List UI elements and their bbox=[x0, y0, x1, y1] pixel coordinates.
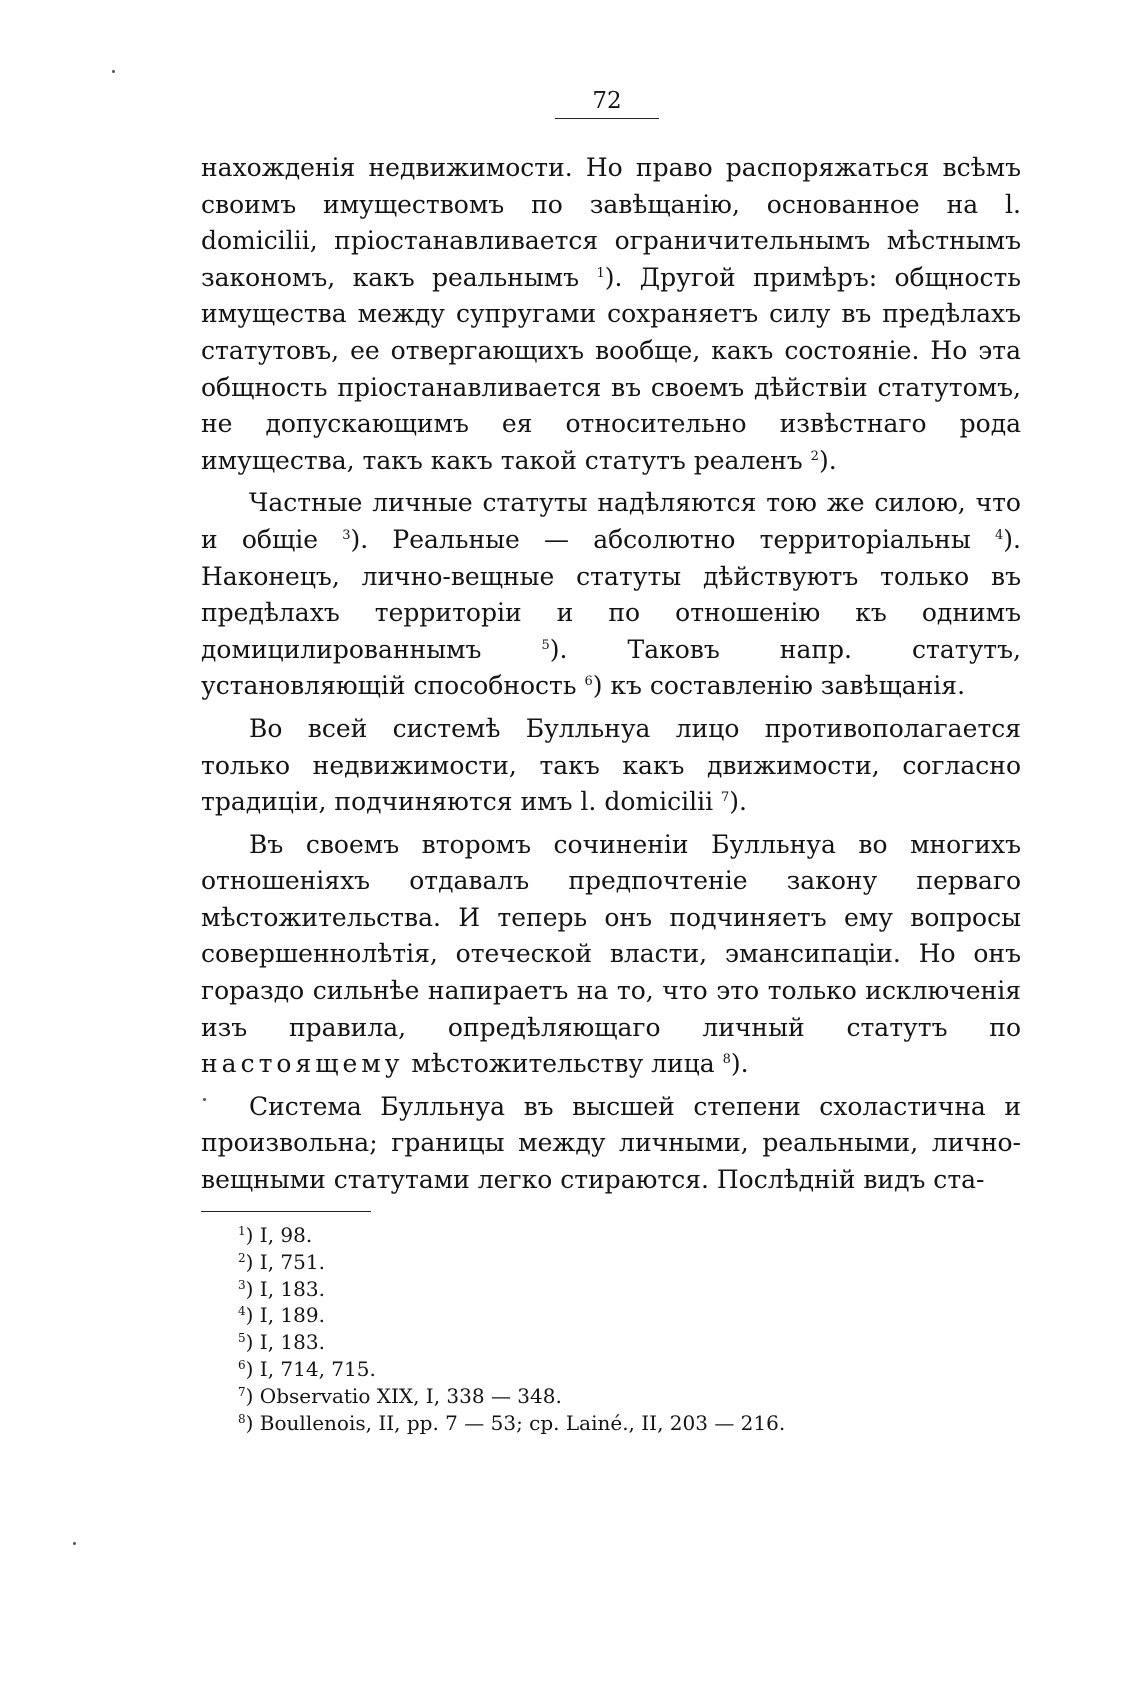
footnote-7 bbox=[238, 1383, 938, 1410]
footnote-5 bbox=[238, 1329, 938, 1356]
text-run: ). Другой примѣръ: общность имущества между супругами сохраняетъ силу въ предѣлахъ статутовъ, ее отвергающихъ вообще, какъ состояніе. Но эта общность пріостанавливается въ своемъ дѣйствіи статутомъ, не допускающимъ ея относительно извѣстнаго рода имущества, такъ какъ такой статутъ реаленъ bbox=[201, 262, 1022, 475]
footnote-mark: 7 bbox=[238, 1384, 246, 1399]
footnote-ref-6[interactable]: 6 bbox=[584, 674, 593, 690]
text-run: ). bbox=[818, 445, 837, 475]
footnote-8 bbox=[238, 1410, 938, 1437]
paragraph-2 bbox=[201, 485, 1021, 705]
footnote-mark: 6 bbox=[238, 1357, 246, 1372]
text-run: ). bbox=[730, 1049, 749, 1079]
footnote-mark: 5 bbox=[238, 1331, 246, 1346]
footnote-2 bbox=[238, 1249, 938, 1276]
footnote-ref-2[interactable]: 2 bbox=[810, 448, 819, 464]
paragraph-3 bbox=[201, 711, 1021, 821]
scan-speck bbox=[73, 1542, 76, 1545]
paragraph-5 bbox=[201, 1089, 1021, 1199]
text-run: ) къ составленію завѣщанія. bbox=[592, 671, 966, 701]
footnote-rule bbox=[201, 1211, 371, 1212]
footnote-text: ) I, 751. bbox=[245, 1249, 325, 1274]
paragraph-1 bbox=[201, 150, 1021, 479]
footnote-text: ) I, 183. bbox=[245, 1330, 325, 1355]
footnote-mark: 4 bbox=[238, 1304, 246, 1319]
text-run: ). Таковъ напр. статутъ, установляющій способность bbox=[201, 634, 1021, 701]
text-run: ). Реальные — абсолютно территоріальны bbox=[350, 524, 971, 554]
footnotes bbox=[238, 1222, 938, 1436]
footnote-ref-4[interactable]: 4 bbox=[995, 527, 1004, 543]
footnote-3 bbox=[238, 1276, 938, 1303]
text-run: мѣстожительству лица bbox=[411, 1049, 715, 1079]
spaced-emphasis: настоящему bbox=[201, 1049, 404, 1079]
text-run: Система Булльнуа въ высшей степени схоластична и произвольна; границы между личными, реальными, лично-вещными статутами легко стираются. Послѣдній видъ ста- bbox=[201, 1091, 1021, 1195]
footnote-mark: 2 bbox=[238, 1250, 246, 1265]
footnote-6 bbox=[238, 1356, 938, 1383]
footnote-1 bbox=[238, 1222, 938, 1249]
scan-speck bbox=[203, 1098, 206, 1101]
footnote-mark: 1 bbox=[238, 1224, 246, 1238]
footnote-text: ) Boullenois, II, pp. 7 — 53; cp. Lainé., II, 203 — 216. bbox=[245, 1410, 786, 1435]
footnote-text: ) I, 98. bbox=[245, 1223, 313, 1247]
scan-speck bbox=[112, 70, 115, 73]
main-text bbox=[201, 150, 1021, 1199]
footnote-mark: 8 bbox=[238, 1411, 246, 1426]
footnote-4 bbox=[238, 1302, 938, 1329]
text-run: Частные личные статуты надѣляются тою же силою, что и общіе bbox=[201, 488, 1021, 554]
text-run: ). Наконецъ, лично-вещные статуты дѣйствуютъ только въ предѣлахъ территоріи и по отношенію къ однимъ домицилированнымъ bbox=[201, 524, 1021, 664]
footnote-ref-1[interactable]: 1 bbox=[596, 265, 605, 281]
footnote-text: ) I, 714, 715. bbox=[245, 1356, 376, 1381]
paragraph-4 bbox=[201, 827, 1021, 1083]
text-run: нахожденія недвижимости. Но право распоряжаться всѣмъ своимъ имуществомъ по завѣщанію, основанное на l. domicilii, пріостанавливается ограничительнымъ мѣстнымъ закономъ, какъ реальнымъ bbox=[201, 153, 1021, 292]
footnote-text: ) Observatio XIX, I, 338 — 348. bbox=[245, 1383, 562, 1408]
text-run: ). bbox=[729, 787, 747, 817]
page-number-rule bbox=[555, 118, 659, 119]
footnote-ref-8[interactable]: 8 bbox=[722, 1052, 731, 1068]
footnote-ref-3[interactable]: 3 bbox=[342, 527, 351, 543]
footnote-text: ) I, 189. bbox=[245, 1303, 325, 1328]
footnote-text: ) I, 183. bbox=[245, 1276, 325, 1301]
footnote-ref-5[interactable]: 5 bbox=[541, 637, 550, 653]
page-number: 72 bbox=[592, 88, 622, 114]
text-run: Во всей системѣ Булльнуа лицо противополагается только недвижимости, такъ какъ движимости, согласно традиціи, подчиняются имъ l. domicilii bbox=[201, 713, 1021, 817]
text-run: Въ своемъ второмъ сочиненіи Булльнуа во многихъ отношеніяхъ отдавалъ предпочтеніе закону перваго мѣстожительства. И теперь онъ подчиняетъ ему вопросы совершеннолѣтія, отеческой власти, эмансипаціи. Но онъ гораздо сильнѣе напираетъ на то, что это только исключенія изъ правила, опредѣляющаго личный статутъ по bbox=[201, 829, 1021, 1042]
footnote-mark: 3 bbox=[238, 1277, 246, 1292]
footnote-ref-7[interactable]: 7 bbox=[721, 790, 730, 806]
